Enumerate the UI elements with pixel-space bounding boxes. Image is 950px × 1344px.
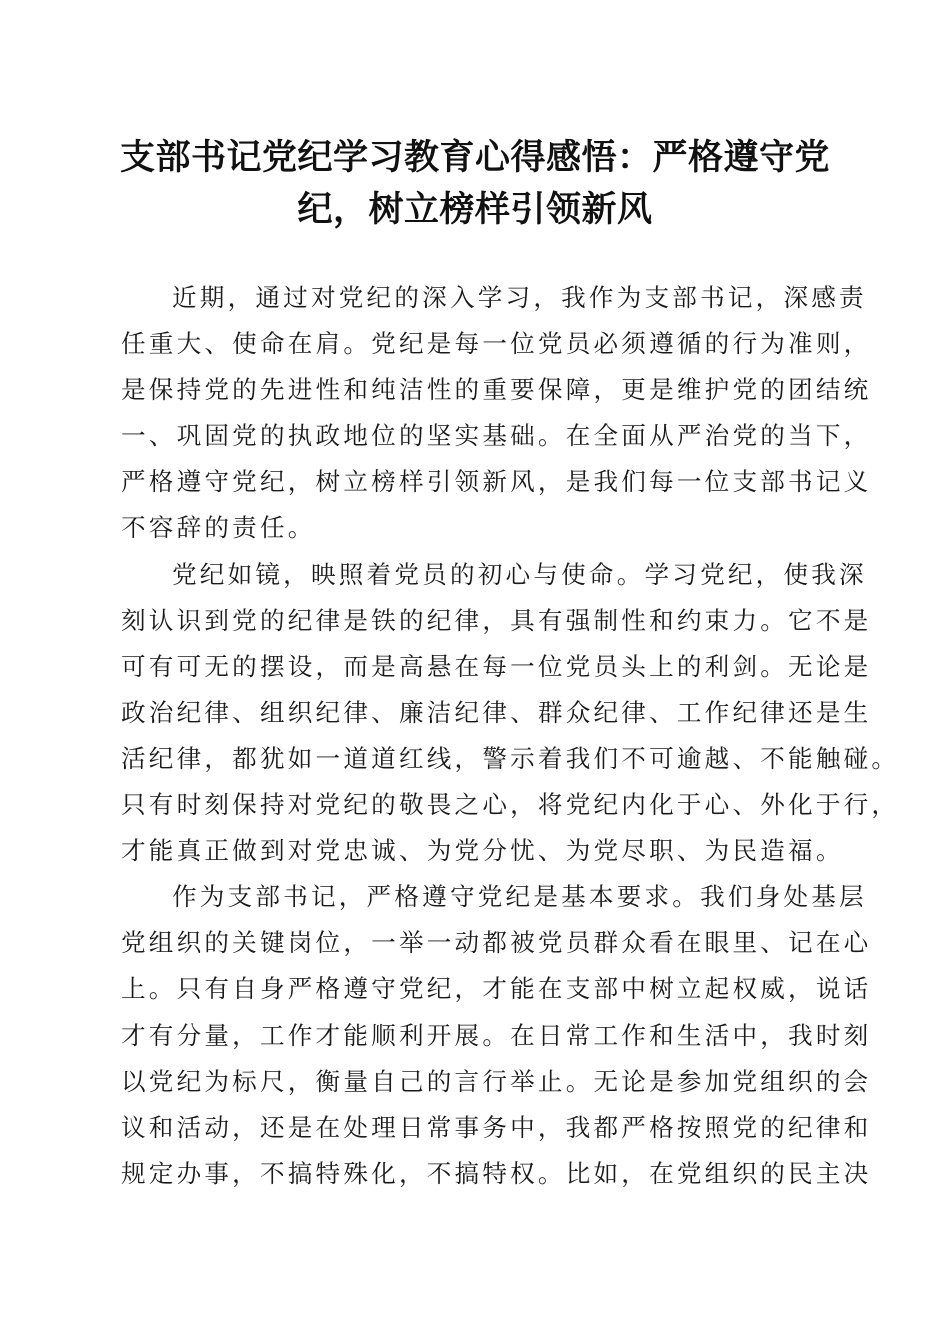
text-line: 作为支部书记，严格遵守党纪是基本要求。我们身处基层 xyxy=(172,882,867,912)
text-line: 上。只有自身严格遵守党纪，才能在支部中树立起权威，说话 xyxy=(121,974,872,1004)
text-line: 政治纪律、组织纪律、廉洁纪律、群众纪律、工作纪律还是生 xyxy=(121,697,872,727)
text-line: 是保持党的先进性和纯洁性的重要保障，更是维护党的团结统 xyxy=(121,375,872,405)
text-line: 只有时刻保持对党纪的敬畏之心，将党纪内化于心、外化于行， xyxy=(121,790,900,820)
title-line: 纪，树立榜样引领新风 xyxy=(297,189,653,230)
text-line: 不容辞的责任。 xyxy=(121,513,316,543)
text-line: 一、巩固党的执政地位的坚实基础。在全面从严治党的当下， xyxy=(121,421,872,451)
text-line: 严格遵守党纪，树立榜样引领新风，是我们每一位支部书记义 xyxy=(121,467,872,497)
text-line: 活纪律，都犹如一道道红线，警示着我们不可逾越、不能触碰。 xyxy=(121,743,900,773)
document-title xyxy=(100,132,850,236)
text-line: 党组织的关键岗位，一举一动都被党员群众看在眼里、记在心 xyxy=(121,928,872,958)
paragraph-3 xyxy=(121,874,872,1197)
text-line: 才有分量，工作才能顺利开展。在日常工作和生活中，我时刻 xyxy=(121,1020,872,1050)
title-line: 支部书记党纪学习教育心得感悟：严格遵守党 xyxy=(119,137,830,178)
text-line: 任重大、使命在肩。党纪是每一位党员必须遵循的行为准则， xyxy=(121,329,872,359)
text-line: 可有可无的摆设，而是高悬在每一位党员头上的利剑。无论是 xyxy=(121,651,872,681)
text-line: 党纪如镜，映照着党员的初心与使命。学习党纪，使我深 xyxy=(172,559,867,589)
text-line: 刻认识到党的纪律是铁的纪律，具有强制性和约束力。它不是 xyxy=(121,605,872,635)
text-line: 规定办事，不搞特殊化，不搞特权。比如，在党组织的民主决 xyxy=(121,1158,872,1188)
text-line: 近期，通过对党纪的深入学习，我作为支部书记，深感责 xyxy=(172,283,867,312)
paragraph-2 xyxy=(121,552,900,875)
text-line: 以党纪为标尺，衡量自己的言行举止。无论是参加党组织的会 xyxy=(121,1066,872,1096)
text-line: 议和活动，还是在处理日常事务中，我都严格按照党的纪律和 xyxy=(121,1112,872,1142)
paragraph-1 xyxy=(121,275,872,552)
text-line: 才能真正做到对党忠诚、为党分忧、为党尽职、为民造福。 xyxy=(121,836,844,866)
document-body xyxy=(121,275,900,1197)
